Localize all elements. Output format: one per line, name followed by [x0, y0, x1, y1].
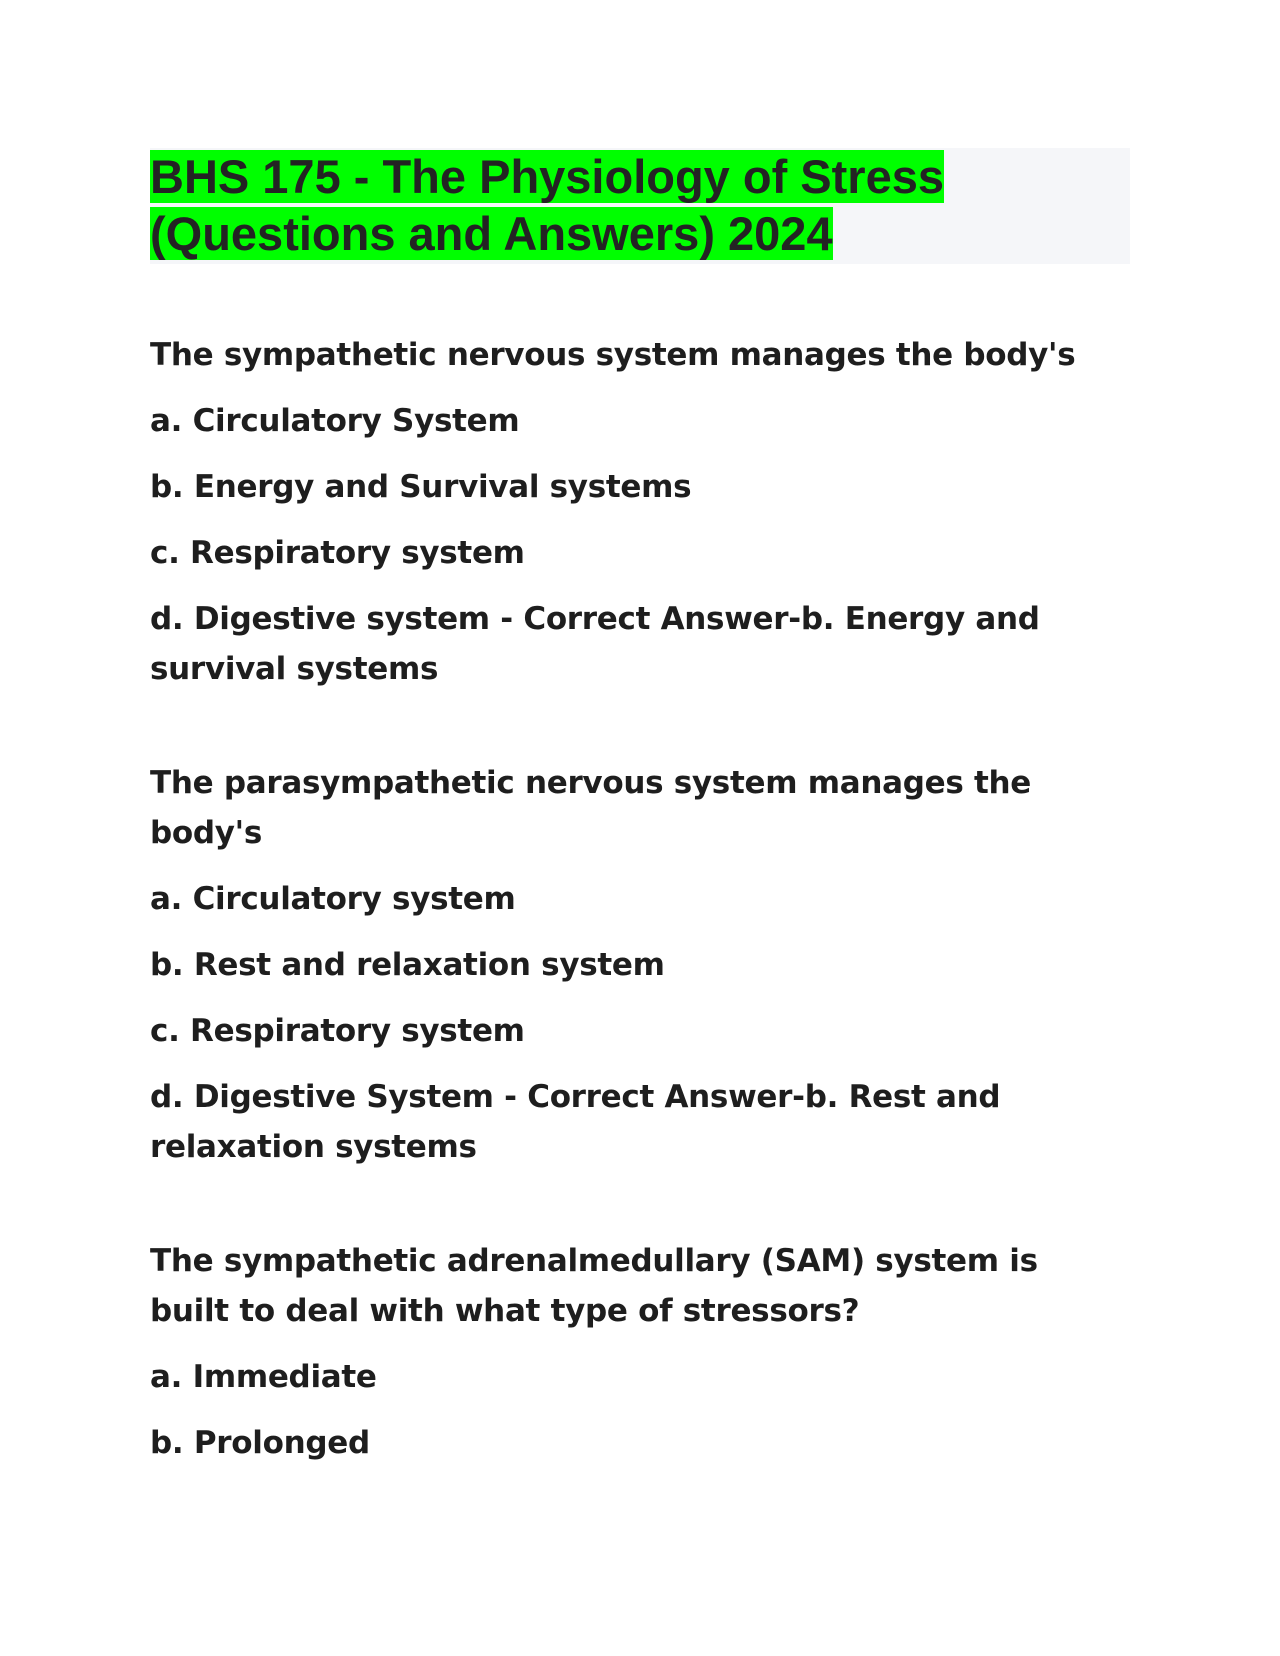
question-1 [150, 330, 1110, 694]
question-3 [150, 1236, 1110, 1468]
document-title [150, 148, 1130, 262]
answer-option: b. Prolonged [150, 1425, 370, 1461]
answer-option-with-correct-answer: d. Digestive System - Correct Answer-b. Rest and relaxation systems [150, 1079, 1001, 1165]
answer-option: c. Respiratory system [150, 535, 525, 571]
questions-list [150, 330, 1110, 1532]
question-2 [150, 758, 1110, 1172]
answer-option: b. Energy and Survival systems [150, 469, 692, 505]
answer-option: b. Rest and relaxation system [150, 947, 665, 983]
title-line-1: BHS 175 - The Physiology of Stress [150, 150, 944, 203]
answer-option-with-correct-answer: d. Digestive system - Correct Answer-b. Energy and survival systems [150, 601, 1040, 687]
answer-option: c. Respiratory system [150, 1013, 525, 1049]
question-prompt: The sympathetic adrenalmedullary (SAM) system is built to deal with what type of stressors? [150, 1243, 1038, 1329]
question-prompt: The sympathetic nervous system manages the body's [150, 337, 1076, 373]
question-prompt: The parasympathetic nervous system manages the body's [150, 765, 1031, 851]
answer-option: a. Circulatory system [150, 881, 516, 917]
answer-option: a. Circulatory System [150, 403, 520, 439]
answer-option: a. Immediate [150, 1359, 377, 1395]
title-block [150, 148, 1130, 264]
title-line-2: (Questions and Answers) 2024 [150, 207, 833, 260]
